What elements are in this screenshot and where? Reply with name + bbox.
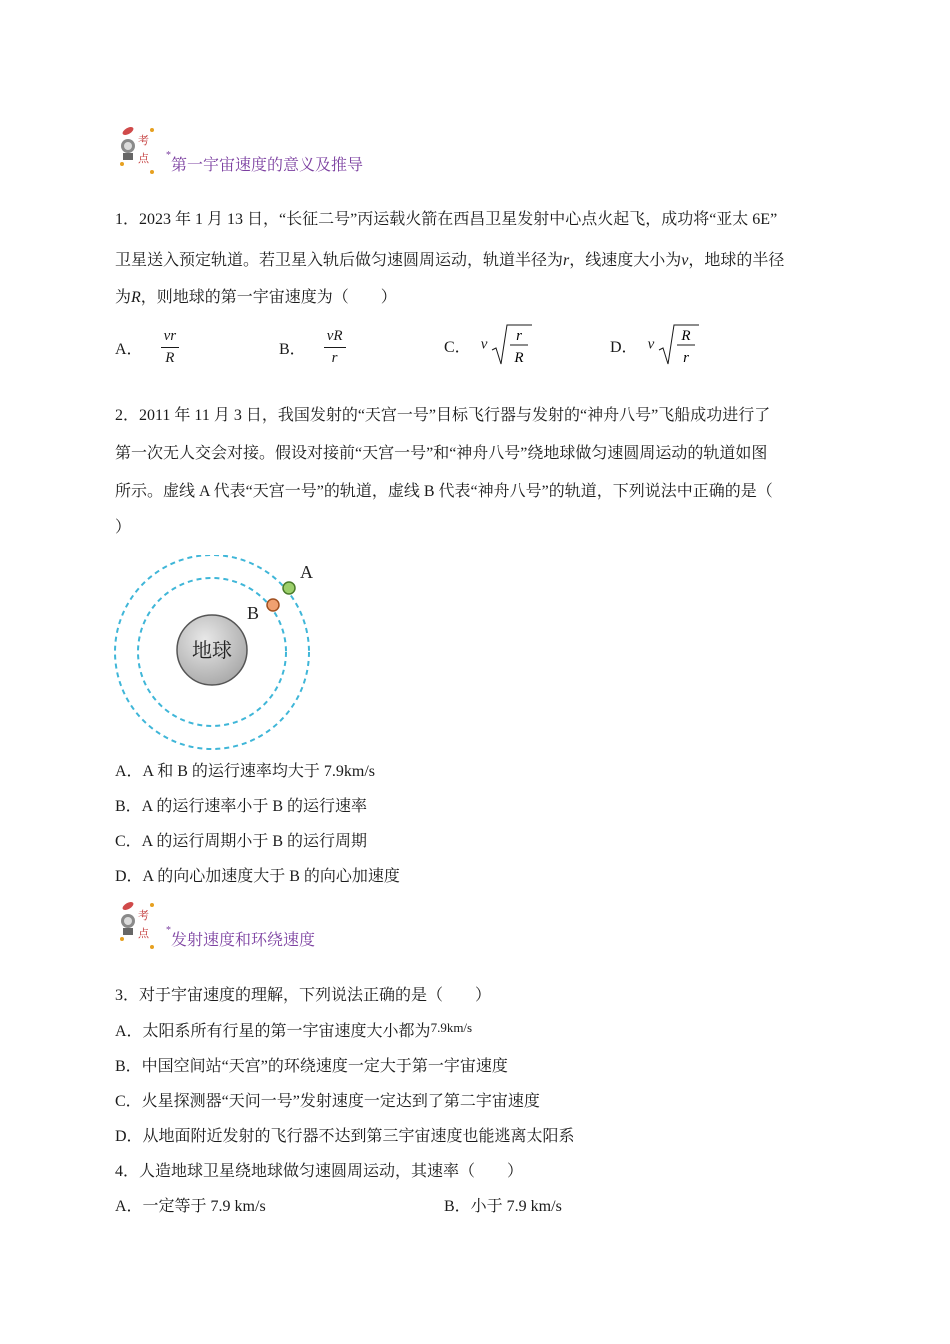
q1-option-c[interactable] [444, 322, 533, 368]
fraction [324, 328, 346, 367]
option-label: B． [279, 341, 306, 358]
q3-option-c[interactable]: C．火星探测器“天问一号”发射速度一定达到了第二宇宙速度 [115, 1093, 540, 1110]
q1-var-v: v [681, 252, 689, 269]
q2-line2: 第一次无人交会对接。假设对接前“天宫一号”和“神舟八号”绕地球做匀速圆周运动的轨道如图 [115, 445, 768, 462]
option-value: 7.9km/s [430, 1020, 473, 1035]
q1-line2 [115, 251, 784, 271]
q2-option-b[interactable]: B．A 的运行速率小于 B 的运行速率 [115, 798, 368, 815]
q1-option-a[interactable] [115, 328, 179, 367]
denominator: R [514, 350, 524, 366]
numerator: vR [324, 328, 346, 348]
q2-line4: ） [115, 519, 132, 536]
q3-option-a[interactable] [115, 1022, 472, 1042]
label-b: B [247, 603, 260, 623]
q3-stem: 3．对于宇宙速度的理解，下列说法正确的是（ ） [115, 987, 492, 1004]
option-label: C． [444, 338, 471, 356]
section-title [166, 152, 363, 175]
coefficient: v [647, 336, 655, 353]
q4-option-a[interactable]: A．一定等于 7.9 km/s [115, 1198, 266, 1215]
q3-option-d[interactable]: D．从地面附近发射的飞行器不达到第三宇宙速度也能逃离太阳系 [115, 1128, 575, 1145]
q1-option-b[interactable] [279, 328, 346, 367]
star-icon: * [166, 925, 171, 936]
q1-text: ，地球的半径 [688, 252, 785, 269]
orbit-diagram [112, 555, 332, 760]
q1-option-d[interactable] [610, 322, 700, 368]
q1-var-R: R [131, 289, 141, 306]
fraction [161, 328, 180, 367]
earth-label: 地球 [192, 638, 232, 662]
option-text: A．太阳系所有行星的第一宇宙速度大小都为 [115, 1023, 431, 1040]
section-badge-icon [114, 122, 160, 176]
q2-option-d[interactable]: D．A 的向心加速度大于 B 的向心加速度 [115, 868, 400, 885]
option-label: A． [115, 341, 143, 358]
numerator: vr [161, 328, 180, 348]
satellite-a [283, 582, 295, 594]
q1-line3 [115, 288, 397, 308]
numerator: R [681, 328, 691, 344]
q2-line3: 所示。虚线 A 代表“天宫一号”的轨道，虚线 B 代表“神舟八号”的轨道，下列说法中正确的是（ [115, 483, 773, 500]
q2-option-a[interactable]: A．A 和 B 的运行速率均大于 7.9km/s [115, 763, 376, 780]
badge-char: 考 [138, 134, 149, 147]
sqrt [491, 322, 533, 368]
q4-option-b[interactable]: B．小于 7.9 km/s [444, 1198, 562, 1215]
q3-option-b[interactable]: B．中国空间站“天宫”的环绕速度一定大于第一宇宙速度 [115, 1058, 508, 1075]
sqrt [658, 322, 700, 368]
denominator: r [331, 350, 338, 366]
q1-line1: 1．2023 年 1 月 13 日，“长征二号”丙运载火箭在西昌卫星发射中心点火起飞，成功将“亚太 6E” [115, 211, 778, 228]
option-label: D． [610, 338, 638, 356]
badge-char: 考 [138, 909, 149, 922]
denominator: r [683, 350, 690, 366]
badge-char: 点 [138, 927, 149, 940]
q1-text: ，则地球的第一宇宙速度为（ ） [140, 289, 397, 306]
section-badge-icon [114, 897, 160, 951]
section-title-text: 发射速度和环绕速度 [171, 932, 316, 949]
badge-char: 点 [138, 152, 149, 165]
q2-option-c[interactable]: C．A 的运行周期小于 B 的运行周期 [115, 833, 368, 850]
q4-stem: 4．人造地球卫星绕地球做匀速圆周运动，其速率（ ） [115, 1163, 524, 1180]
section-title [166, 927, 315, 950]
q1-text: ，线速度大小为 [569, 252, 682, 269]
numerator: r [516, 328, 523, 344]
denominator: R [165, 350, 175, 366]
star-icon: * [166, 150, 171, 161]
q2-line1: 2．2011 年 11 月 3 日，我国发射的“天宫一号”目标飞行器与发射的“神舟八号”飞船成功进行了 [115, 407, 771, 424]
q1-var-r: r [563, 252, 570, 269]
q1-text: 卫星送入预定轨道。若卫星入轨后做匀速圆周运动，轨道半径为 [115, 252, 564, 269]
q1-text: 为 [115, 289, 132, 306]
section-title-text: 第一宇宙速度的意义及推导 [171, 157, 364, 174]
label-a: A [300, 562, 313, 582]
satellite-b [267, 599, 279, 611]
coefficient: v [480, 336, 488, 353]
